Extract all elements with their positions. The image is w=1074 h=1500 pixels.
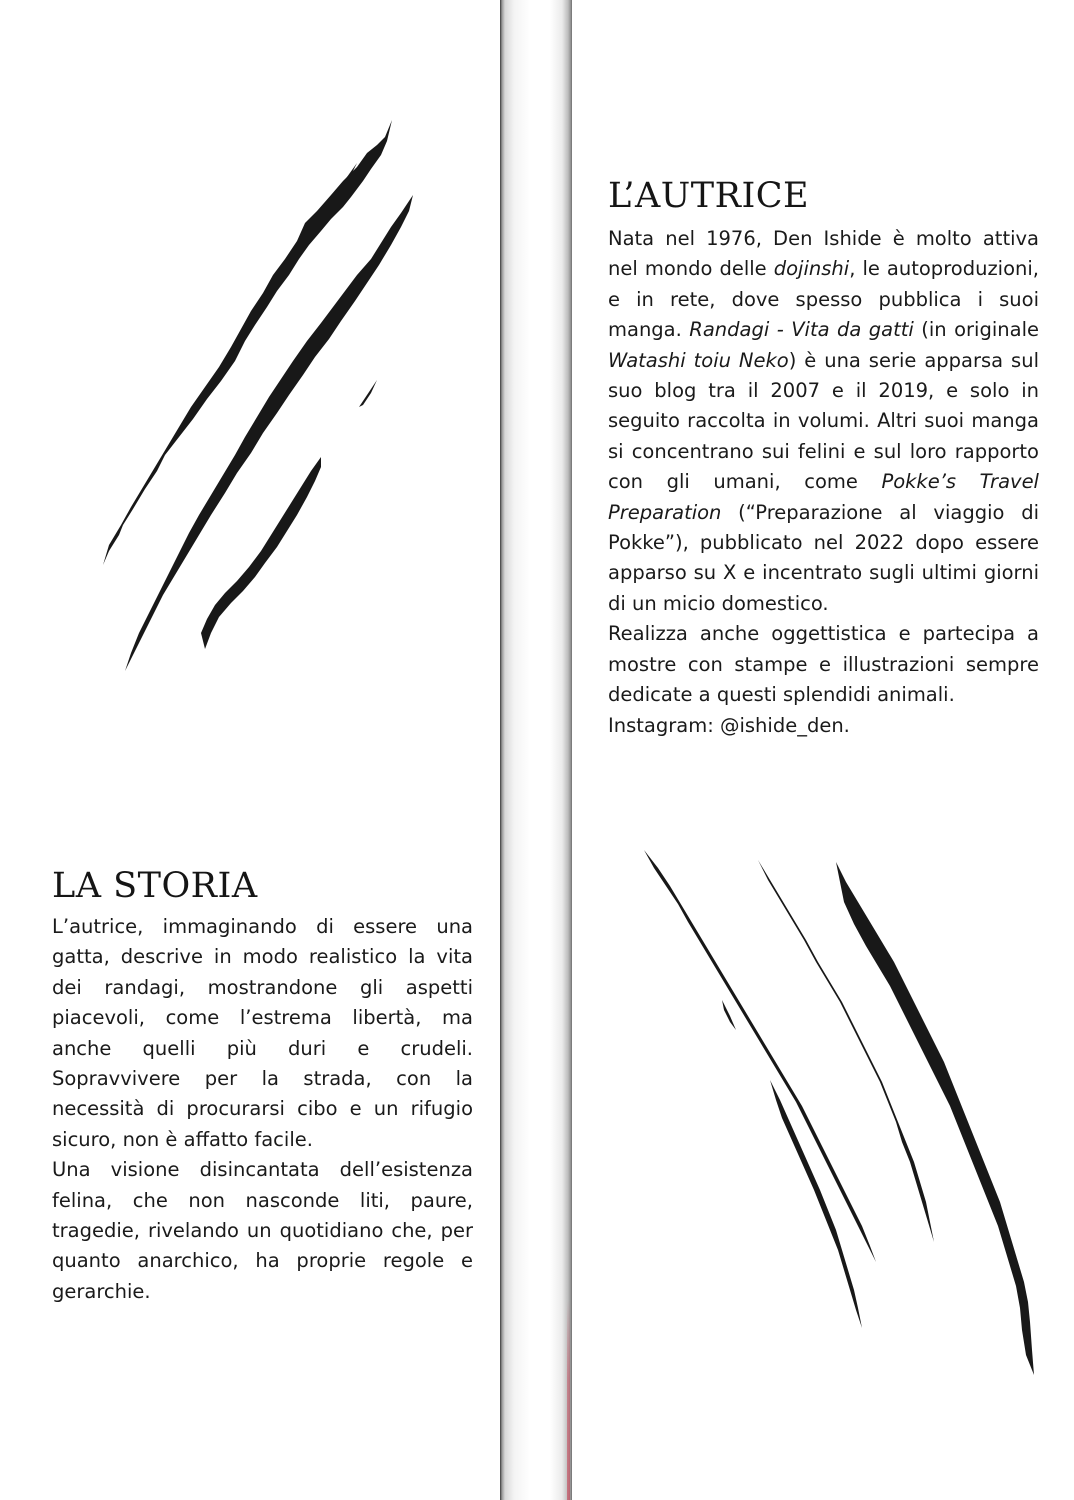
- scratch-mark: [722, 1000, 736, 1030]
- storia-paragraph: L’autrice, immaginando di essere una gatta, descrive in modo realistico la vita dei randagi, mostrandone gli aspetti piacevoli, come l’estrema libertà, ma anche quelli più duri e crudeli. Sopravvivere per la strada, con la necessità di procurarsi cibo e un rifugio sicuro, non è affatto facile.: [52, 915, 473, 1151]
- section-title-autrice: L’AUTRICE: [608, 176, 810, 216]
- scratch-mark: [836, 862, 1034, 1375]
- autrice-body: [608, 224, 1039, 741]
- text-span: Nata nel 1976, Den Ishide è molto attiva nel mondo delle: [608, 227, 1039, 281]
- title-pokke: Pokke’s Travel Preparation: [608, 470, 1039, 524]
- text-span: , le autoproduzioni, e in rete, dove spesso pubblica i suoi manga.: [608, 257, 1040, 342]
- claw-scratch-illustration: [630, 810, 1050, 1385]
- scratch-mark: [644, 850, 876, 1262]
- book-gutter: [500, 0, 572, 1500]
- claw-scratch-illustration: [95, 115, 425, 685]
- instagram-handle: Instagram: @ishide_den.: [608, 713, 850, 737]
- title-watashi-toiu-neko: Watashi toiu Neko: [608, 348, 789, 372]
- scratch-mark: [103, 120, 392, 565]
- autrice-paragraph: [608, 224, 1039, 619]
- section-title-storia: LA STORIA: [52, 866, 258, 906]
- storia-body: [52, 912, 473, 1307]
- page-edge-stain: [567, 1300, 570, 1500]
- storia-paragraph: Una visione disincantata dell’esistenza felina, che non nasconde liti, paure, tragedie, rivelando un quotidiano che, per quanto anarchico, ha proprie regole e gerarchie.: [52, 1158, 473, 1303]
- title-dojinshi: dojinshi: [773, 257, 850, 281]
- text-span: (in originale: [913, 318, 1039, 342]
- text-span: ) è una serie apparsa sul suo blog tra il 2007 e il 2019, e solo in seguito raccolta in volumi. Altri suoi manga si concentrano sui felini e sul loro rapporto con gli umani, come: [608, 348, 1039, 494]
- text-span: (“Preparazione al viaggio di Pokke”), pubblicato nel 2022 dopo essere apparso su X e incentrato sugli ultimi giorni di un micio domestico.: [608, 500, 1039, 615]
- title-randagi: Randagi - Vita da gatti: [689, 318, 914, 342]
- scratch-mark: [359, 380, 377, 407]
- scratch-mark: [125, 195, 413, 671]
- autrice-paragraph: Realizza anche oggettistica e partecipa a mostre con stampe e illustrazioni sempre dedicate a questi splendidi animali.: [608, 622, 1039, 707]
